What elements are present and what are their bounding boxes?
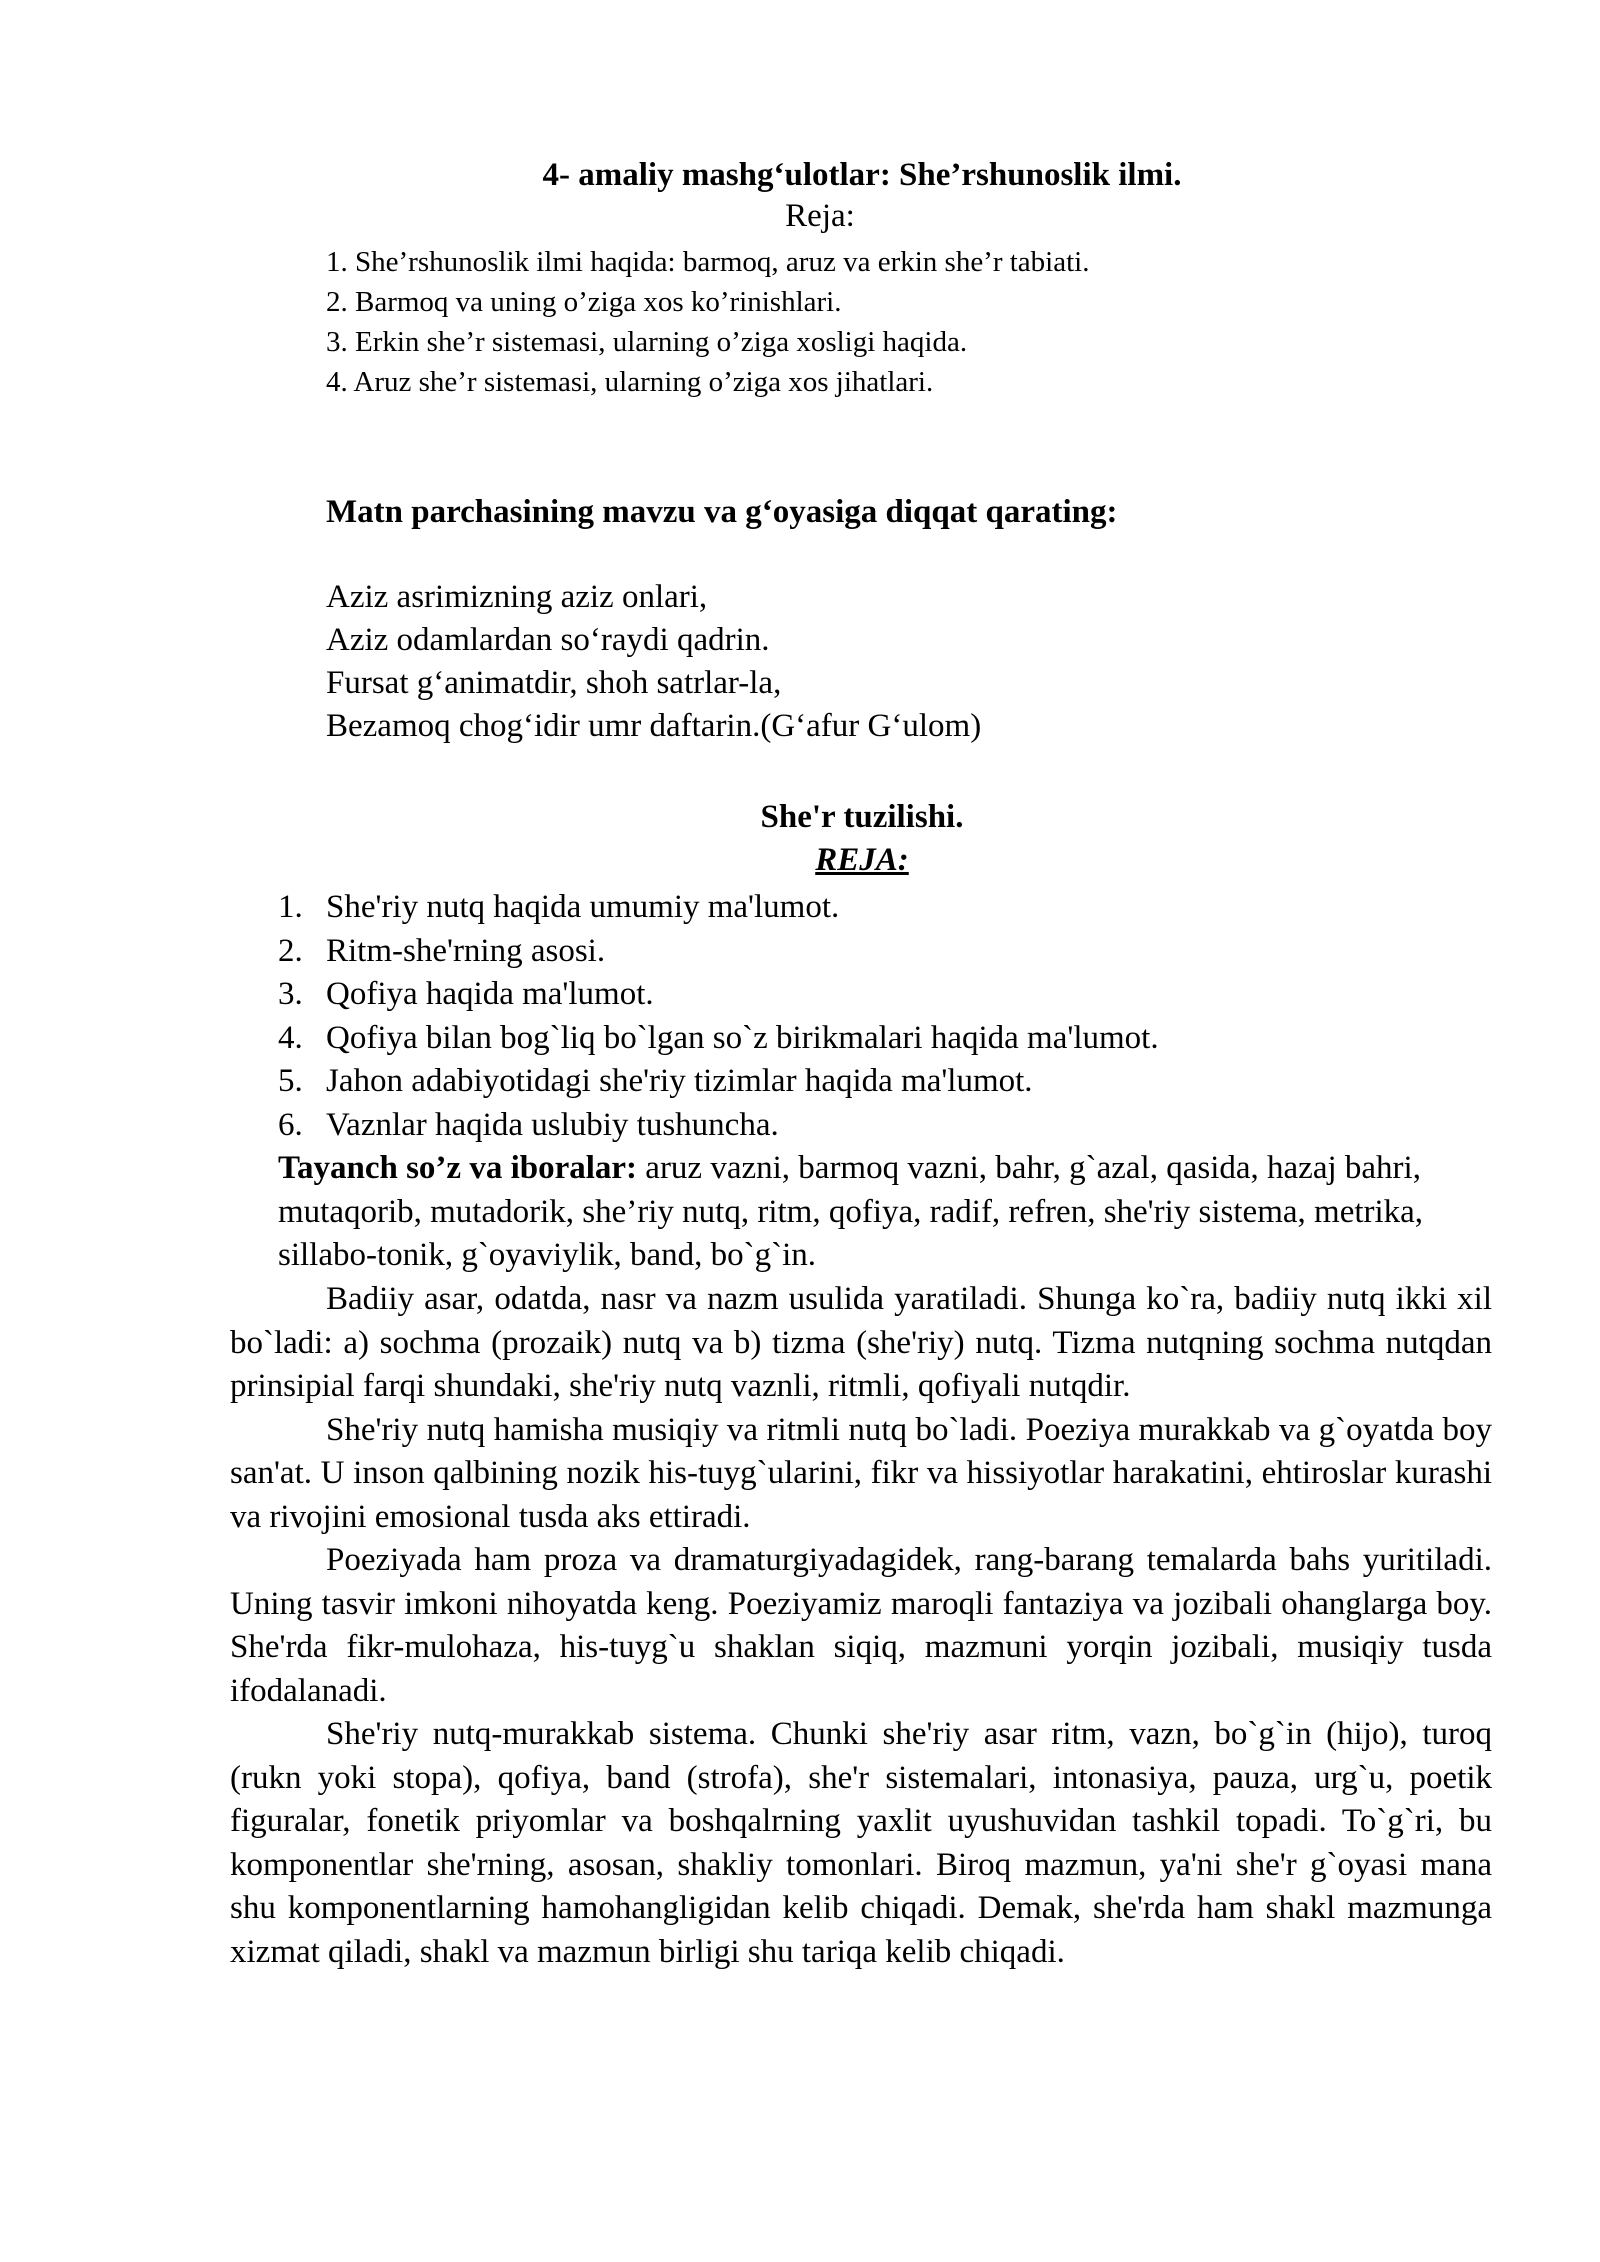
keywords-label: Tayanch so’z va iboralar: [278,1150,638,1186]
poem-line: Aziz odamlardan so‘raydi qadrin. [326,622,770,658]
plan-item-text: Vaznlar haqida uslubiy tushuncha. [326,1106,779,1143]
keywords-paragraph [278,1147,1498,1278]
plan-item-text: Qofiya bilan bog`liq bo`lgan so`z birikmalari haqida ma'lumot. [326,1019,1159,1056]
plan-item-text: She'riy nutq haqida umumiy ma'lumot. [326,889,840,925]
plan-item-text: Ritm-she'rning asosi. [326,932,606,969]
plan-item [278,1060,1159,1104]
plan-list [326,242,1089,402]
poem-excerpt [326,576,981,748]
plan-list-numbered [278,886,1159,1147]
paragraph: She'riy nutq-murakkab sistema. Chunki she'riy asar ritm, vazn, bo`g`in (hijo), turoq (rukn yoki stopa), qofiya, band (strofa), she'r sistemalari, intonasiya, pauza, urg`u, poetik figuralar, fonetik priyomlar va boshqalrning yaxlit uyushuvidan tashkil topadi. To`g`ri, bu komponentlar she'rning, asosan, shakliy tomonlari. Biroq mazmun, ya'ni she'r g`oyasi mana shu komponentlarning hamohangligidan kelib chiqadi. Demak, she'rda ham shakl mazmunga xizmat qiladi, shakl va mazmun birligi shu tariqa kelib chiqadi. [230,1716,1492,1970]
plan-item: 4. Aruz she’r sistemasi, ularning o’ziga xos jihatlari. [326,366,934,398]
paragraph: Poeziyada ham proza va dramaturgiyadagidek, rang-barang temalarda bahs yuritiladi. Uning tasvir imkoni nihoyatda keng. Poeziyamiz maroqli fantaziya va jozibali ohanglarga boy. She'rda fikr-mulohaza, his-tuyg`u shaklan siqiq, mazmuni yorqin jozibali, musiqiy tusda ifodalanadi. [230,1542,1492,1709]
plan-item [278,1017,1159,1061]
plan-item-text: Jahon adabiyotidagi she'riy tizimlar haqida ma'lumot. [326,1063,1033,1099]
page-title: 4- amaliy mashg‘ulotlar: She’rshunoslik ilmi. [542,157,1182,193]
plan-item [278,973,1159,1017]
plan-item-text: Qofiya haqida ma'lumot. [326,976,654,1012]
reja-heading: REJA: [815,842,909,878]
plan-item-number: 6. [278,1106,303,1143]
paragraph: Badiiy asar, odatda, nasr va nazm usulida yaratiladi. Shunga ko`ra, badiiy nutq ikki xil bo`ladi: a) sochma (prozaik) nutq va b) tizma (she'riy) nutq. Tizma nutqning sochma nutqdan prinsipial farqi shundaki, she'riy nutq vaznli, ritmli, qofiyali nutqdir. [230,1281,1492,1404]
plan-item [278,930,1159,974]
plan-item [278,1104,1159,1148]
plan-item-number: 3. [278,976,303,1012]
plan-item: 1. She’rshunoslik ilmi haqida: barmoq, aruz va erkin she’r tabiati. [326,246,1090,278]
body-text [230,1278,1492,1974]
reja-label: Reja: [785,198,855,234]
paragraph: She'riy nutq hamisha musiqiy va ritmli nutq bo`ladi. Poeziya murakkab va g`oyatda boy san'at. U inson qalbining nozik his-tuyg`ularini, fikr va hissiyotlar harakatini, ehtiroslar kurashi va rivojini emosional tusda aks ettiradi. [230,1411,1492,1535]
plan-item-number: 1. [278,889,303,925]
section-title: She'r tuzilishi. [760,799,964,835]
section-heading: Matn parchasining mavzu va g‘oyasiga diqqat qarating: [326,494,1118,530]
plan-item-number: 4. [278,1019,303,1056]
poem-line: Aziz asrimizning aziz onlari, [326,579,708,615]
plan-item-number: 2. [278,932,303,969]
plan-item: 2. Barmoq va uning o’ziga xos ko’rinishlari. [326,286,842,318]
plan-item-number: 5. [278,1063,303,1099]
poem-line: Bezamoq chog‘idir umr daftarin.(G‘afur G‘ulom) [326,708,982,744]
keywords-text: aruz vazni, barmoq vazni, bahr, g`azal, qasida, hazaj bahri, mutaqorib, mutadorik, she’riy nutq, ritm, qofiya, radif, refren, she'riy sistema, metrika, sillabo-tonik, g`oyaviylik, band, bo`g`in. [278,1150,1424,1273]
poem-line: Fursat g‘animatdir, shoh satrlar-la, [326,665,782,701]
plan-item [278,886,1159,930]
plan-item: 3. Erkin she’r sistemasi, ularning o’ziga xosligi haqida. [326,326,968,358]
